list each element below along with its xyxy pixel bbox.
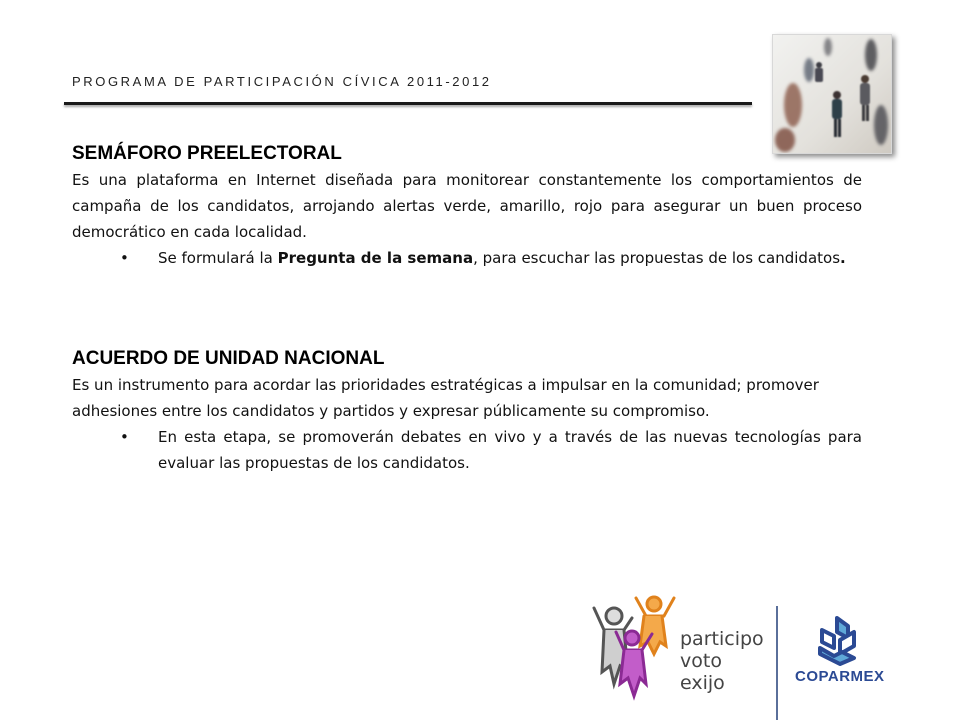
bullet-dot: • [120,428,129,446]
section-semaforo [72,141,862,271]
participo-logo-figures [588,592,680,710]
bullet-text-end: . [840,249,846,267]
section-body: Es un instrumento para acordar las prioridades estratégicas a impulsar en la comunidad; promover adhesiones entre los candidatos y partidos y expresar públicamente su compromiso. [72,376,819,420]
section-acuerdo [72,346,862,476]
coparmex-emblem [812,614,862,666]
bullet-item [72,424,862,476]
header-divider [64,102,752,105]
crowd-photo [772,34,892,154]
bullet-text: En esta etapa, se promoverán debates en vivo y a través de las nuevas tecnologías para evaluar las propuestas de los candidatos. [158,428,862,472]
section-title: ACUERDO DE UNIDAD NACIONAL [72,348,385,369]
logo-word-voto: voto [680,650,722,672]
bullet-text-prefix: Se formulará la [158,249,278,267]
program-title: PROGRAMA DE PARTICIPACIÓN CÍVICA 2011-2012 [72,74,492,89]
bullet-text-bold: Pregunta de la semana [277,249,474,267]
logo-word-participo: participo [680,628,764,650]
bullet-text-suffix: , para escuchar las propuestas de los candidatos [473,249,841,267]
bullet-item [72,245,862,271]
logo-divider [776,606,778,720]
logo-word-exijo: exijo [680,672,725,694]
section-title: SEMÁFORO PREELECTORAL [72,143,342,164]
section-body: Es una plataforma en Internet diseñada para monitorear constantemente los comportamientos de campaña de los candidatos, arrojando alertas verde, amarillo, rojo para asegurar un buen proceso democrático en cada localidad. [72,171,862,241]
coparmex-wordmark: COPARMEX [795,668,885,685]
bullet-dot: • [120,249,129,267]
